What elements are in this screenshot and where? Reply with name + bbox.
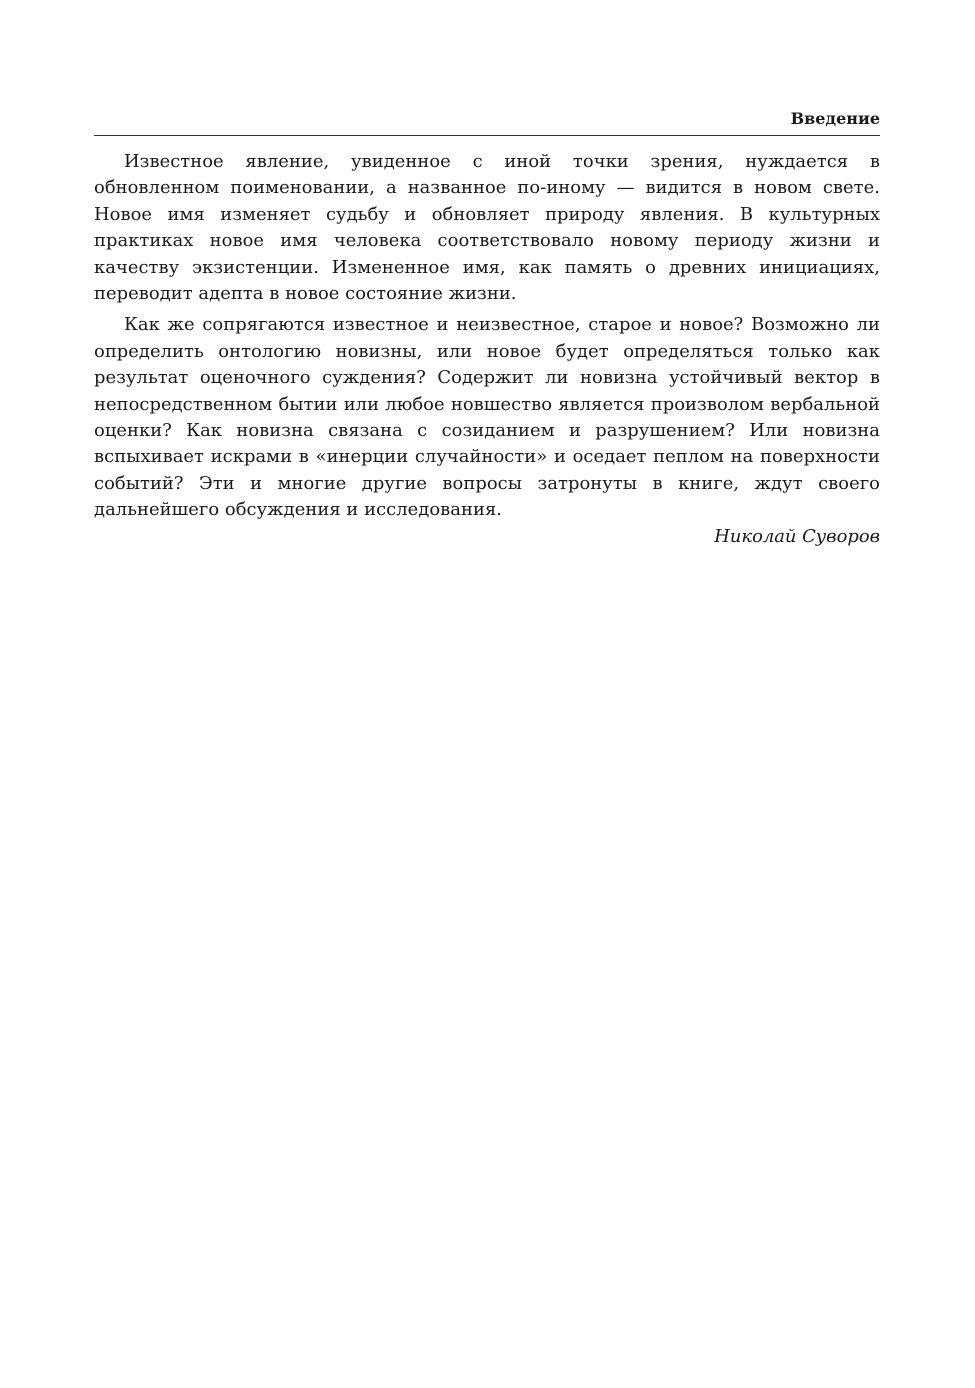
paragraph-2: Как же сопрягаются известное и неизвестное, старое и новое? Возможно ли определить онтологию новизны, или новое будет определяться только как результат оценочного суждения? Содержит ли новизна устойчивый вектор в непосредственном бытии или любое новшество является произволом вербальной оценки? Как новизна связана с созиданием и разрушением? Или новизна вспыхивает искрами в «инерции случайности» и оседает пеплом на поверхности событий? Эти и многие другие вопросы затронуты в книге, ждут своего дальнейшего обсуждения и исследования. — [94, 314, 880, 521]
book-page — [94, 108, 880, 550]
author-signature: Николай Суворов — [714, 525, 880, 547]
body-text — [94, 149, 880, 550]
running-head-title: Введение — [94, 108, 880, 136]
paragraph-1: Известное явление, увиденное с иной точки зрения, нуждается в обновленном поименовании, а названное по-иному — видится в новом свете. Новое имя изменяет судьбу и обновляет природу явления. В культурных практиках новое имя человека соответствовало новому периоду жизни и качеству экзистенции. Измененное имя, как память о древних инициациях, переводит адепта в новое состояние жизни. — [94, 151, 880, 305]
